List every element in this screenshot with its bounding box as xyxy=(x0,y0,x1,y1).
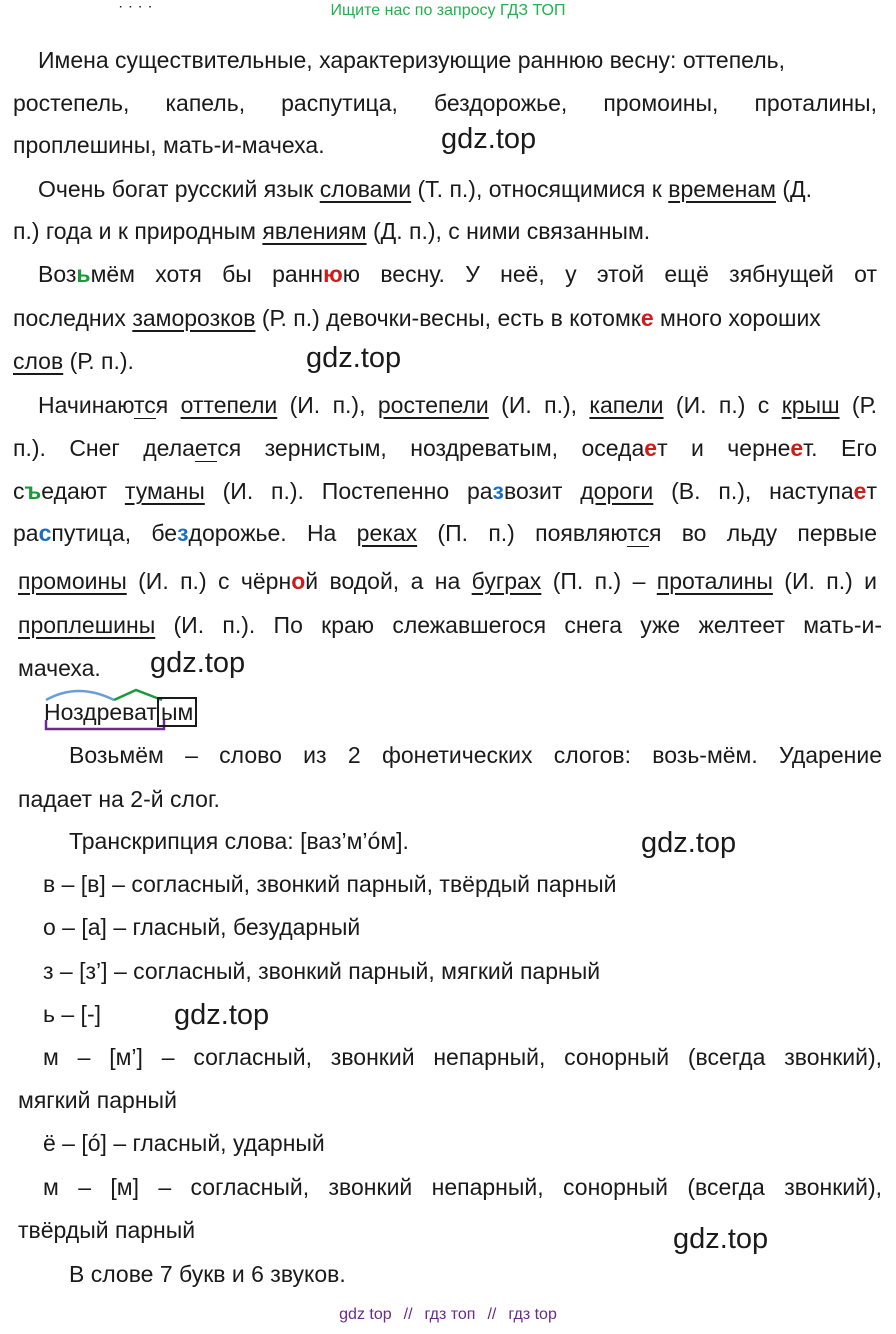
phonetics-syllables: Возьмём – слово из 2 фонетических слогов: возь-мём. Ударение xyxy=(69,742,882,768)
letter-row: з – [з’] – согласный, звонкий парный, мягкий парный xyxy=(43,958,601,984)
footer-link[interactable]: гдз top xyxy=(508,1306,557,1323)
phonetics-transcription: Транскрипция слова: [ваз’м’óм]. xyxy=(69,828,409,854)
phonetics-stress: падает на 2-й слог. xyxy=(18,786,220,812)
letter-row-cont: твёрдый парный xyxy=(18,1217,196,1243)
morpheme-diagram xyxy=(44,688,214,738)
letter-row-cont: мягкий парный xyxy=(18,1087,177,1113)
letter-row: ё – [ó] – гласный, ударный xyxy=(43,1130,325,1156)
letter-row: м – [м] – согласный, звонкий непарный, сонорный (всегда звонкий), xyxy=(43,1174,882,1200)
watermark: gdz.top xyxy=(174,999,270,1031)
para4-line7: мачеха. xyxy=(18,655,101,681)
watermark: gdz.top xyxy=(306,342,402,374)
top-ad-banner[interactable]: Ищите нас по запросу ГДЗ ТОП xyxy=(330,2,566,19)
ending-box: ым xyxy=(157,697,197,727)
morpheme-word: Ноздреват ым xyxy=(44,697,197,727)
para2-line1: Очень богат русский язык словами (Т. п.), относящимися к временам (Д. xyxy=(38,176,812,202)
para3-line1: Возьмём хотя бы раннюю весну. У неё, у этой ещё зябнущей от xyxy=(38,261,877,287)
letter-row: о – [а] – гласный, безударный xyxy=(43,914,361,940)
letter-row: ь – [-] xyxy=(43,1001,101,1027)
letter-row: м – [м’] – согласный, звонкий непарный, сонорный (всегда звонкий), xyxy=(43,1044,882,1070)
para1-line2: ростепель, капель, распутица, бездорожье, промоины, проталины, xyxy=(13,90,877,116)
footer-separator: // xyxy=(487,1306,497,1323)
watermark: gdz.top xyxy=(441,123,537,155)
para3-line3: слов (Р. п.). xyxy=(13,348,134,374)
para1-line3: проплешины, мать-и-мачеха. xyxy=(13,132,325,158)
para4-line1: Начинаются оттепели (И. п.), ростепели (И. п.), капели (И. п.) с крыш (Р. xyxy=(38,392,877,418)
para4-line5: промоины (И. п.) с чёрной водой, а на буграх (П. п.) – проталины (И. п.) и xyxy=(18,568,878,594)
para4-line6: проплешины (И. п.). По краю слежавшегося снега уже желтеет мать-и- xyxy=(18,612,882,638)
footer-links xyxy=(0,1306,896,1324)
para4-line3: съедают туманы (И. п.). Постепенно развозит дороги (В. п.), наступает xyxy=(13,478,877,504)
para4-line4: распутица, бездорожье. На реках (П. п.) появляются во льду первые xyxy=(13,520,877,546)
watermark: gdz.top xyxy=(150,647,246,679)
watermark: gdz.top xyxy=(673,1223,769,1255)
footer-link[interactable]: gdz top xyxy=(339,1306,392,1323)
cut-off-text: · · · · xyxy=(118,6,153,15)
phonetics-summary: В слове 7 букв и 6 звуков. xyxy=(69,1261,346,1287)
watermark: gdz.top xyxy=(641,827,737,859)
para2-line2: п.) года и к природным явлениям (Д. п.), с ними связанным. xyxy=(13,218,651,244)
para4-line2: п.). Снег делается зернистым, ноздреватым, оседает и чернеет. Его xyxy=(13,435,877,461)
letter-row: в – [в] – согласный, звонкий парный, твёрдый парный xyxy=(43,871,617,897)
para3-line2: последних заморозков (Р. п.) девочки-весны, есть в котомке много хороших xyxy=(13,305,821,331)
footer-link[interactable]: гдз топ xyxy=(424,1306,476,1323)
footer-separator: // xyxy=(403,1306,413,1323)
para1-line1: Имена существительные, характеризующие раннюю весну: оттепель, xyxy=(38,47,785,73)
